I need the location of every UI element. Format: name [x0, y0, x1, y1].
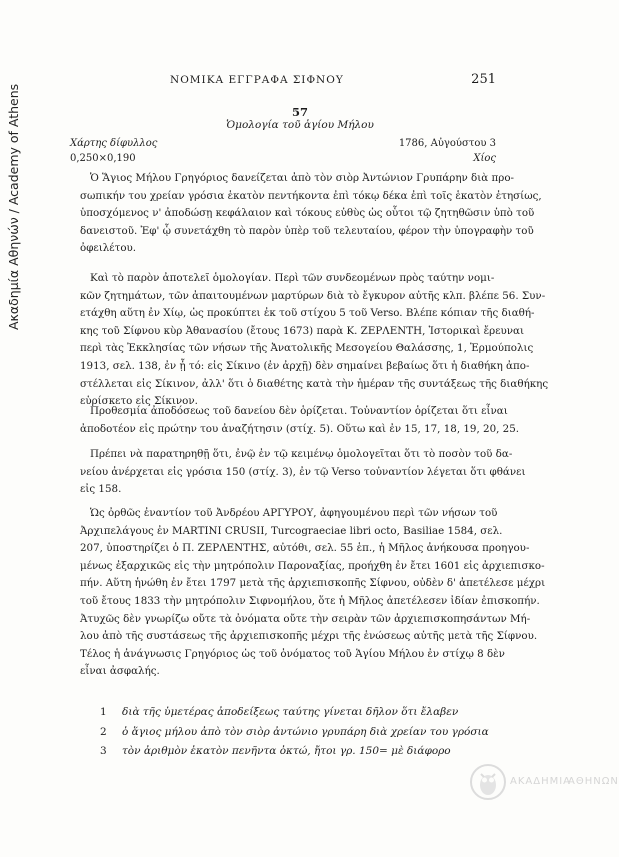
- commentary-line: περὶ τὰς Ἐκκλησίας τῶν νήσων τῆς Ἀνατολικῆς Μεσογείου Θαλάσσης, 1, Ἑρμούπολις: [80, 342, 534, 355]
- commentary-line: εἶναι ἀσφαλής.: [80, 665, 160, 678]
- commentary-line: λου ἀπὸ τῆς συστάσεως τῆς ἀρχιεπισκοπῆς μέχρι τῆς ἑνώσεως αὐτῆς μετὰ τῆς Σίφνου.: [80, 630, 538, 643]
- line-text: τὸν ἀριθμὸν ἑκατὸν πενῆντα ὀκτώ, ἤτοι γρ. 150= μὲ διάφορο: [122, 745, 451, 757]
- commentary-line: εὑρίσκετο εἰς Σίκινον.: [80, 395, 198, 408]
- commentary-line: Ὡς ὀρθῶς ἐναντίον τοῦ Ἀνδρέου ΑΡΓΥΡΟΥ, ἀφηγουμένου περὶ τῶν νήσων τοῦ: [90, 507, 498, 519]
- commentary-line: τοῦ ἔτους 1833 τὴν μητρόπολιν Σιφνομήλου, ὅτε ἡ Μῆλος ἀπετέλεσεν ἰδίαν ἐπισκοπήν.: [80, 594, 540, 607]
- transcription-line: [100, 703, 480, 723]
- summary-line: σωπικήν του χρείαν γρόσια ἑκατὸν πεντήκοντα ἐπὶ τόκῳ δέκα ἐπὶ τοῖς ἑκατὸν ἐτησίως,: [80, 189, 542, 202]
- document-summary: [80, 170, 542, 258]
- commentary-line: πήν. Αὕτη ἡνώθη ἐν ἔτει 1797 μετὰ τῆς ἀρχιεπισκοπῆς Σίφνου, οὐδὲν δ' ἀπετέλεσε μέχρι: [80, 577, 546, 590]
- document-date: 1786, Αὐγούστου 3: [398, 138, 496, 149]
- commentary-line: Ἀρχιπελάγους ἐν MARTINI CRUSII, Turcograeciae libri octo, Basiliae 1584, σελ.: [80, 524, 503, 537]
- commentary-line: ετάχθη αὕτη ἐν Χίῳ, ὡς προκύπτει ἐκ τοῦ στίχου 5 τοῦ Verso. Βλέπε κόπιαν τῆς διαθή-: [80, 307, 535, 320]
- commentary-line: Προθεσμία ἀποδόσεως τοῦ δανείου δὲν ὁρίζεται. Τοὐναντίον ὁρίζεται ὅτι εἶναι: [90, 405, 508, 417]
- commentary-line: νείου ἀνέρχεται εἰς γρόσια 150 (στίχ. 3), ἐν τῷ Verso τοὐναντίον λέγεται ὅτι φθάνει: [80, 465, 526, 478]
- commentary-line: 1913, σελ. 138, ἐν ᾗ τό: εἰς Σίκινο (ἐν ἀρχῇ) δὲν σημαίνει βεβαίως ὅτι ἡ διαθήκη ἀπο-: [80, 359, 530, 372]
- commentary-line: κης τοῦ Σίφνου κὺρ Ἀθανασίου (ἔτους 1673) παρὰ Κ. ΖΕΡΛΕΝΤΗ, Ἱστορικαὶ ἔρευναι: [80, 324, 525, 337]
- summary-line: δανειστοῦ. Ἐφ' ᾧ συνετάχθη τὸ παρὸν ὑπὲρ τοῦ τελευταίου, φέρον τὴν ὑπογραφὴν τοῦ: [80, 224, 534, 237]
- summary-line: ὀφειλέτου.: [80, 242, 137, 255]
- page-header: [80, 74, 496, 90]
- transcription-line: [100, 742, 480, 762]
- line-number: 3: [100, 745, 107, 757]
- academy-watermark: [468, 762, 619, 802]
- commentary-line: Τέλος ἡ ἀνάγνωσις Γρηγόριος ὡς τοῦ ὀνόματος τοῦ Ἁγίου Μήλου ἐν στίχῳ 8 δὲν: [80, 647, 505, 660]
- document-number: 57: [291, 105, 308, 119]
- owl-emblem-icon: [468, 762, 508, 802]
- commentary-line: Καὶ τὸ παρὸν ἀποτελεῖ ὁμολογίαν. Περὶ τῶν συνδεομένων πρὸς ταύτην νομι-: [90, 272, 495, 284]
- commentary-line: κῶν ζητημάτων, τῶν ἀπαιτουμένων μαρτύρων διὰ τὸ ἔγκυρον αὐτῆς κλπ. βλέπε 56. Συν-: [80, 289, 546, 302]
- line-number: 2: [100, 725, 107, 738]
- commentary-paragraph: [80, 446, 526, 499]
- document-place: Χίος: [473, 153, 496, 164]
- line-number: 1: [100, 706, 107, 718]
- transcription-lines: [100, 703, 489, 762]
- commentary-line: 207, ὑποστηρίζει ὁ Π. ΖΕΡΛΕΝΤΗΣ, αὐτόθι, σελ. 55 ἑπ., ἡ Μῆλος ἀνήκουσα προηγου-: [80, 542, 530, 555]
- commentary-line: Πρέπει νὰ παρατηρηθῇ ὅτι, ἐνῷ ἐν τῷ κειμένῳ ὁμολογεῖται ὅτι τὸ ποσὸν τοῦ δα-: [90, 448, 513, 460]
- commentary-line: μένως ἐξαρχικῶς εἰς τὴν μητρόπολιν Παροναξίας, προήχθη ἐν ἔτει 1601 εἰς ἀρχιεπισκο-: [80, 559, 545, 572]
- commentary-paragraph: [80, 403, 520, 438]
- document-material: Χάρτης δίφυλλος: [70, 138, 158, 149]
- summary-line: ὑποσχόμενος ν' ἀποδώσῃ κεφάλαιον καὶ τόκους εὐθὺς ὡς οὗτοι τῷ ζητηθῶσιν ὑπὸ τοῦ: [80, 207, 535, 220]
- commentary-line: ἀποδοτέον εἰς πρώτην του ἀναζήτησιν (στίχ. 5). Οὕτω καὶ ἐν 15, 17, 18, 19, 20, 25.: [80, 422, 520, 435]
- watermark-text-right: ΑΘΗΝΩΝ: [568, 776, 619, 787]
- archive-side-stamp: Ακαδημία Αθηνών / Academy of Athens: [6, 83, 21, 330]
- transcription-line: [100, 723, 489, 743]
- running-title: ΝΟΜΙΚΑ ΕΓΓΡΑΦΑ ΣΙΦΝΟΥ: [170, 74, 344, 86]
- watermark-text-left: ΑΚΑΔΗΜΙΑ: [510, 776, 572, 787]
- commentary-line: Ἀτυχῶς δὲν γνωρίζω οὔτε τὰ ὀνόματα οὔτε τὴν σειρὰν τῶν ἀρχιεπισκοπησάντων Μή-: [80, 612, 531, 625]
- commentary-paragraph: [80, 505, 546, 681]
- page-number: 251: [471, 72, 496, 87]
- commentary-line: στέλλεται εἰς Σίκινον, ἀλλ' ὅτι ὁ διαθέτης κατὰ τὴν ἡμέραν τῆς συντάξεως τῆς διαθήκης: [80, 377, 549, 390]
- commentary-line: εἰς 158.: [80, 483, 122, 496]
- line-text: διὰ τῆς ὑμετέρας ἀποδείξεως ταύτης γίνεται δῆλον ὅτι ἔλαβεν: [122, 706, 459, 718]
- summary-line: Ὁ Ἅγιος Μήλου Γρηγόριος δανείζεται ἀπὸ τὸν σιὸρ Ἀντώνιον Γρυπάρην διὰ προ-: [90, 172, 515, 184]
- line-text: ὁ ἅγιος μήλου ἀπὸ τὸν σιὸρ ἀντώνιο γρυπάρη διὰ χρείαν του γρόσια: [122, 725, 489, 738]
- document-dimensions: 0,250×0,190: [70, 153, 136, 164]
- document-title: Ὁμολογία τοῦ ἁγίου Μήλου: [226, 119, 374, 131]
